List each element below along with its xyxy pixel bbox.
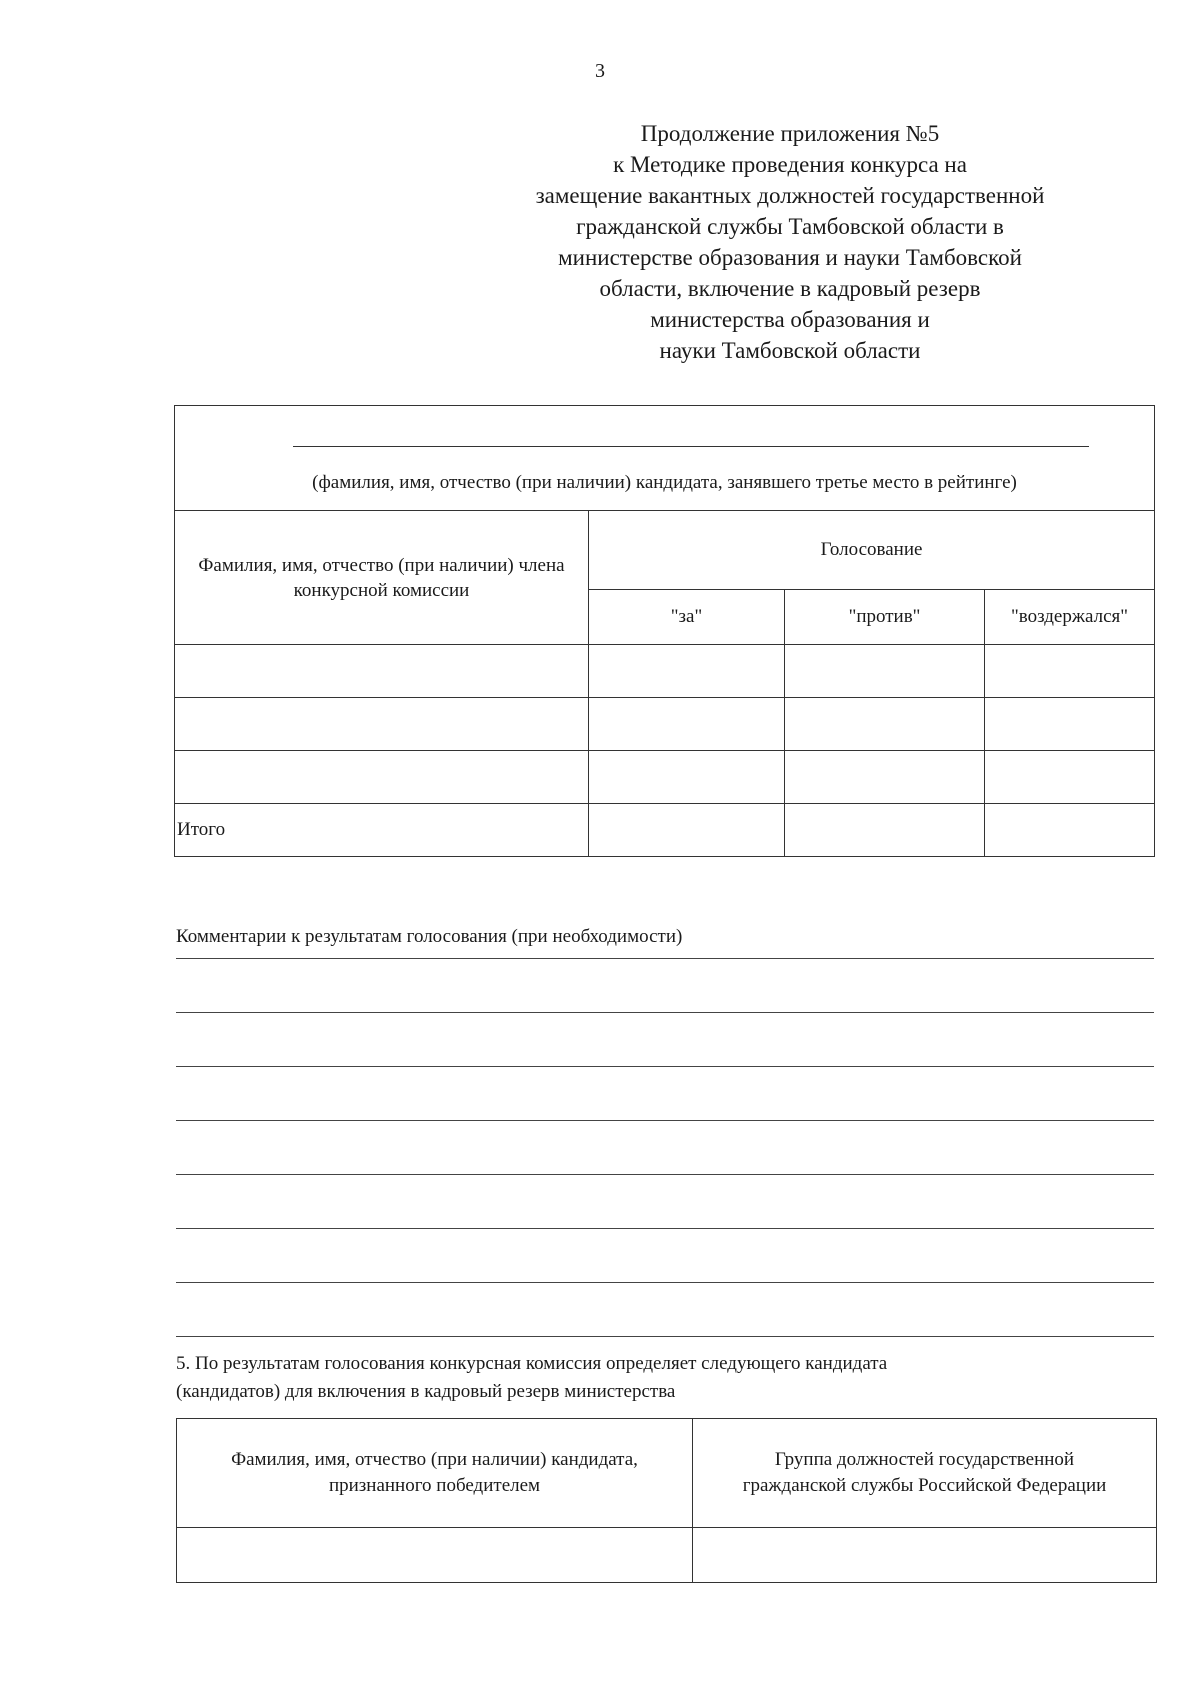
vote-for-header: "за" [589,590,785,645]
appendix-header-line: к Методике проведения конкурса на [613,152,967,177]
comment-line[interactable] [176,1120,1154,1121]
appendix-header-line: Продолжение приложения №5 [640,121,940,146]
appendix-header-line: гражданской службы Тамбовской области в [576,214,1004,239]
table-row [175,645,1155,698]
voting-table [174,405,1155,857]
total-for-cell[interactable] [589,804,785,857]
comment-line[interactable] [176,1174,1154,1175]
vote-abstained-cell[interactable] [985,698,1155,751]
item-5-line: 5. По результатам голосования конкурсная комиссия определяет следующего кандидата [176,1353,888,1374]
comment-line[interactable] [176,1012,1154,1013]
vote-against-cell[interactable] [785,751,985,804]
vote-for-cell[interactable] [589,698,785,751]
candidate-name-caption: (фамилия, имя, отчество (при наличии) кандидата, занявшего третье место в рейтинге) [312,472,1017,493]
item-5-text [176,1350,1166,1406]
item-5-line: (кандидатов) для включения в кадровый резерв министерства [176,1381,676,1402]
total-abstained-cell[interactable] [985,804,1155,857]
candidate-name-cell[interactable] [175,406,1155,511]
reserve-table [176,1418,1157,1583]
candidate-name-line [293,446,1089,447]
total-label: Итого [175,804,589,857]
total-against-cell[interactable] [785,804,985,857]
total-row [175,804,1155,857]
voting-header: Голосование [589,511,1155,590]
vote-abstained-cell[interactable] [985,645,1155,698]
appendix-header-line: науки Тамбовской области [659,338,921,363]
table-row [175,751,1155,804]
position-group-header: Группа должностей государственной гражданской службы Российской Федерации [693,1419,1157,1528]
vote-against-cell[interactable] [785,645,985,698]
comment-line[interactable] [176,1228,1154,1229]
member-name-cell[interactable] [175,698,589,751]
comment-line[interactable] [176,958,1154,959]
comment-line[interactable] [176,1282,1154,1283]
table-row [175,698,1155,751]
appendix-header-line: министерстве образования и науки Тамбовской [558,245,1022,270]
vote-against-cell[interactable] [785,698,985,751]
winner-name-header: Фамилия, имя, отчество (при наличии) кандидата, признанного победителем [177,1419,693,1528]
page-number: 3 [595,60,605,82]
position-group-cell[interactable] [693,1528,1157,1583]
member-name-cell[interactable] [175,751,589,804]
vote-abstained-header: "воздержался" [985,590,1155,645]
appendix-header-line: замещение вакантных должностей государственной [535,183,1045,208]
vote-for-cell[interactable] [589,645,785,698]
winner-name-cell[interactable] [177,1528,693,1583]
vote-against-header: "против" [785,590,985,645]
appendix-header-line: области, включение в кадровый резерв [599,276,981,301]
comment-line[interactable] [176,1066,1154,1067]
comment-line[interactable] [176,1336,1154,1337]
member-name-cell[interactable] [175,645,589,698]
comments-label: Комментарии к результатам голосования (при необходимости) [176,926,683,947]
appendix-header-line: министерства образования и [650,307,930,332]
vote-for-cell[interactable] [589,751,785,804]
appendix-header [470,118,1110,366]
member-name-header: Фамилия, имя, отчество (при наличии) члена конкурсной комиссии [175,511,589,645]
vote-abstained-cell[interactable] [985,751,1155,804]
table-row [177,1528,1157,1583]
